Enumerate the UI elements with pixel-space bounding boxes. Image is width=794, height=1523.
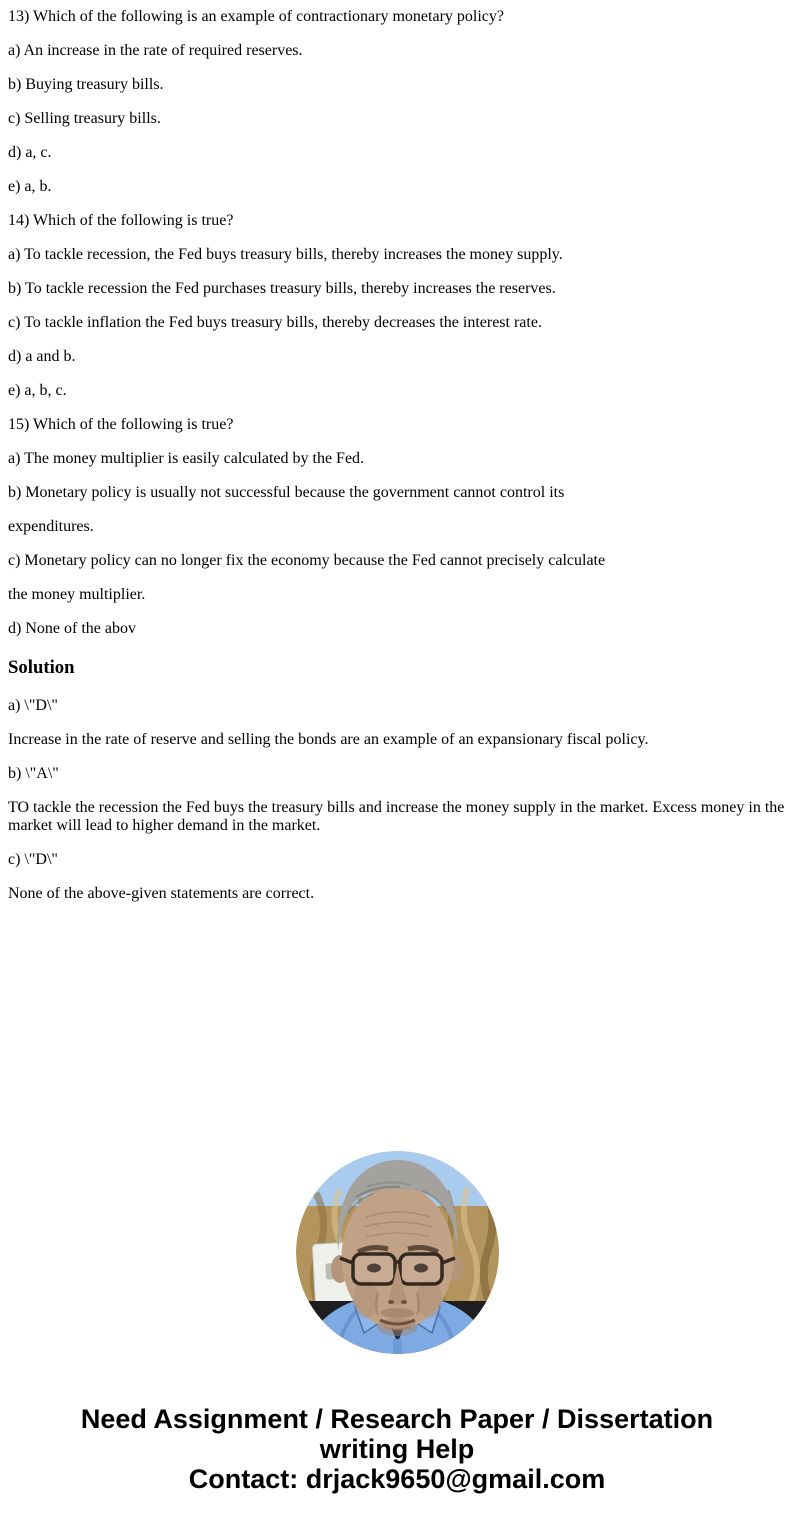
solution-heading: Solution: [8, 656, 75, 678]
question-paragraph: 13) Which of the following is an example of contractionary monetary policy?: [8, 8, 504, 25]
question-paragraph: d) a, c.: [8, 143, 52, 161]
solution-paragraph: a) \"D\": [8, 697, 58, 714]
tutor-photo-illustration: [296, 1151, 499, 1354]
question-paragraph: a) An increase in the rate of required reserves.: [8, 41, 303, 59]
question-paragraph: e) a, b.: [8, 177, 52, 195]
question-paragraph: d) a and b.: [8, 347, 76, 365]
question-paragraph: 15) Which of the following is true?: [8, 415, 234, 433]
question-paragraph: b) Buying treasury bills.: [8, 75, 164, 93]
question-paragraph: a) The money multiplier is easily calculated by the Fed.: [8, 449, 365, 467]
solution-paragraph: b) \"A\": [8, 764, 59, 782]
question-paragraph: d) None of the abov: [8, 619, 136, 637]
question-paragraph: e) a, b, c.: [8, 381, 67, 399]
question-paragraph: c) Monetary policy can no longer fix the economy because the Fed cannot precisely calculate: [8, 551, 606, 569]
footer-line-2: writing Help: [319, 1433, 475, 1464]
avatar-row: [8, 1151, 786, 1354]
avatar: [296, 1151, 499, 1354]
solution-paragraph: None of the above-given statements are correct.: [8, 885, 315, 903]
question-paragraph: c) To tackle inflation the Fed buys treasury bills, thereby decreases the interest rate.: [8, 313, 542, 331]
footer-banner: [8, 1404, 786, 1494]
question-paragraph: b) Monetary policy is usually not successful because the government cannot control its: [8, 483, 565, 501]
question-paragraph: a) To tackle recession, the Fed buys treasury bills, thereby increases the money supply.: [8, 245, 563, 263]
solution-paragraph: TO tackle the recession the Fed buys the treasury bills and increase the money supply in the market. Excess money in the market will lead to higher demand in the market.: [8, 798, 785, 835]
footer-line-3: Contact: drjack9650@gmail.com: [188, 1463, 606, 1494]
question-paragraph: b) To tackle recession the Fed purchases treasury bills, thereby increases the reserves.: [8, 279, 556, 297]
footer-line-1: Need Assignment / Research Paper / Dissertation: [80, 1403, 714, 1434]
solution-paragraph: c) \"D\": [8, 851, 58, 869]
question-paragraph: c) Selling treasury bills.: [8, 109, 161, 127]
solution-paragraph: Increase in the rate of reserve and selling the bonds are an example of an expansionary fiscal policy.: [8, 730, 649, 748]
question-paragraph: the money multiplier.: [8, 585, 146, 603]
document: [8, 8, 786, 904]
question-paragraph: expenditures.: [8, 517, 94, 535]
question-paragraph: 14) Which of the following is true?: [8, 211, 234, 229]
